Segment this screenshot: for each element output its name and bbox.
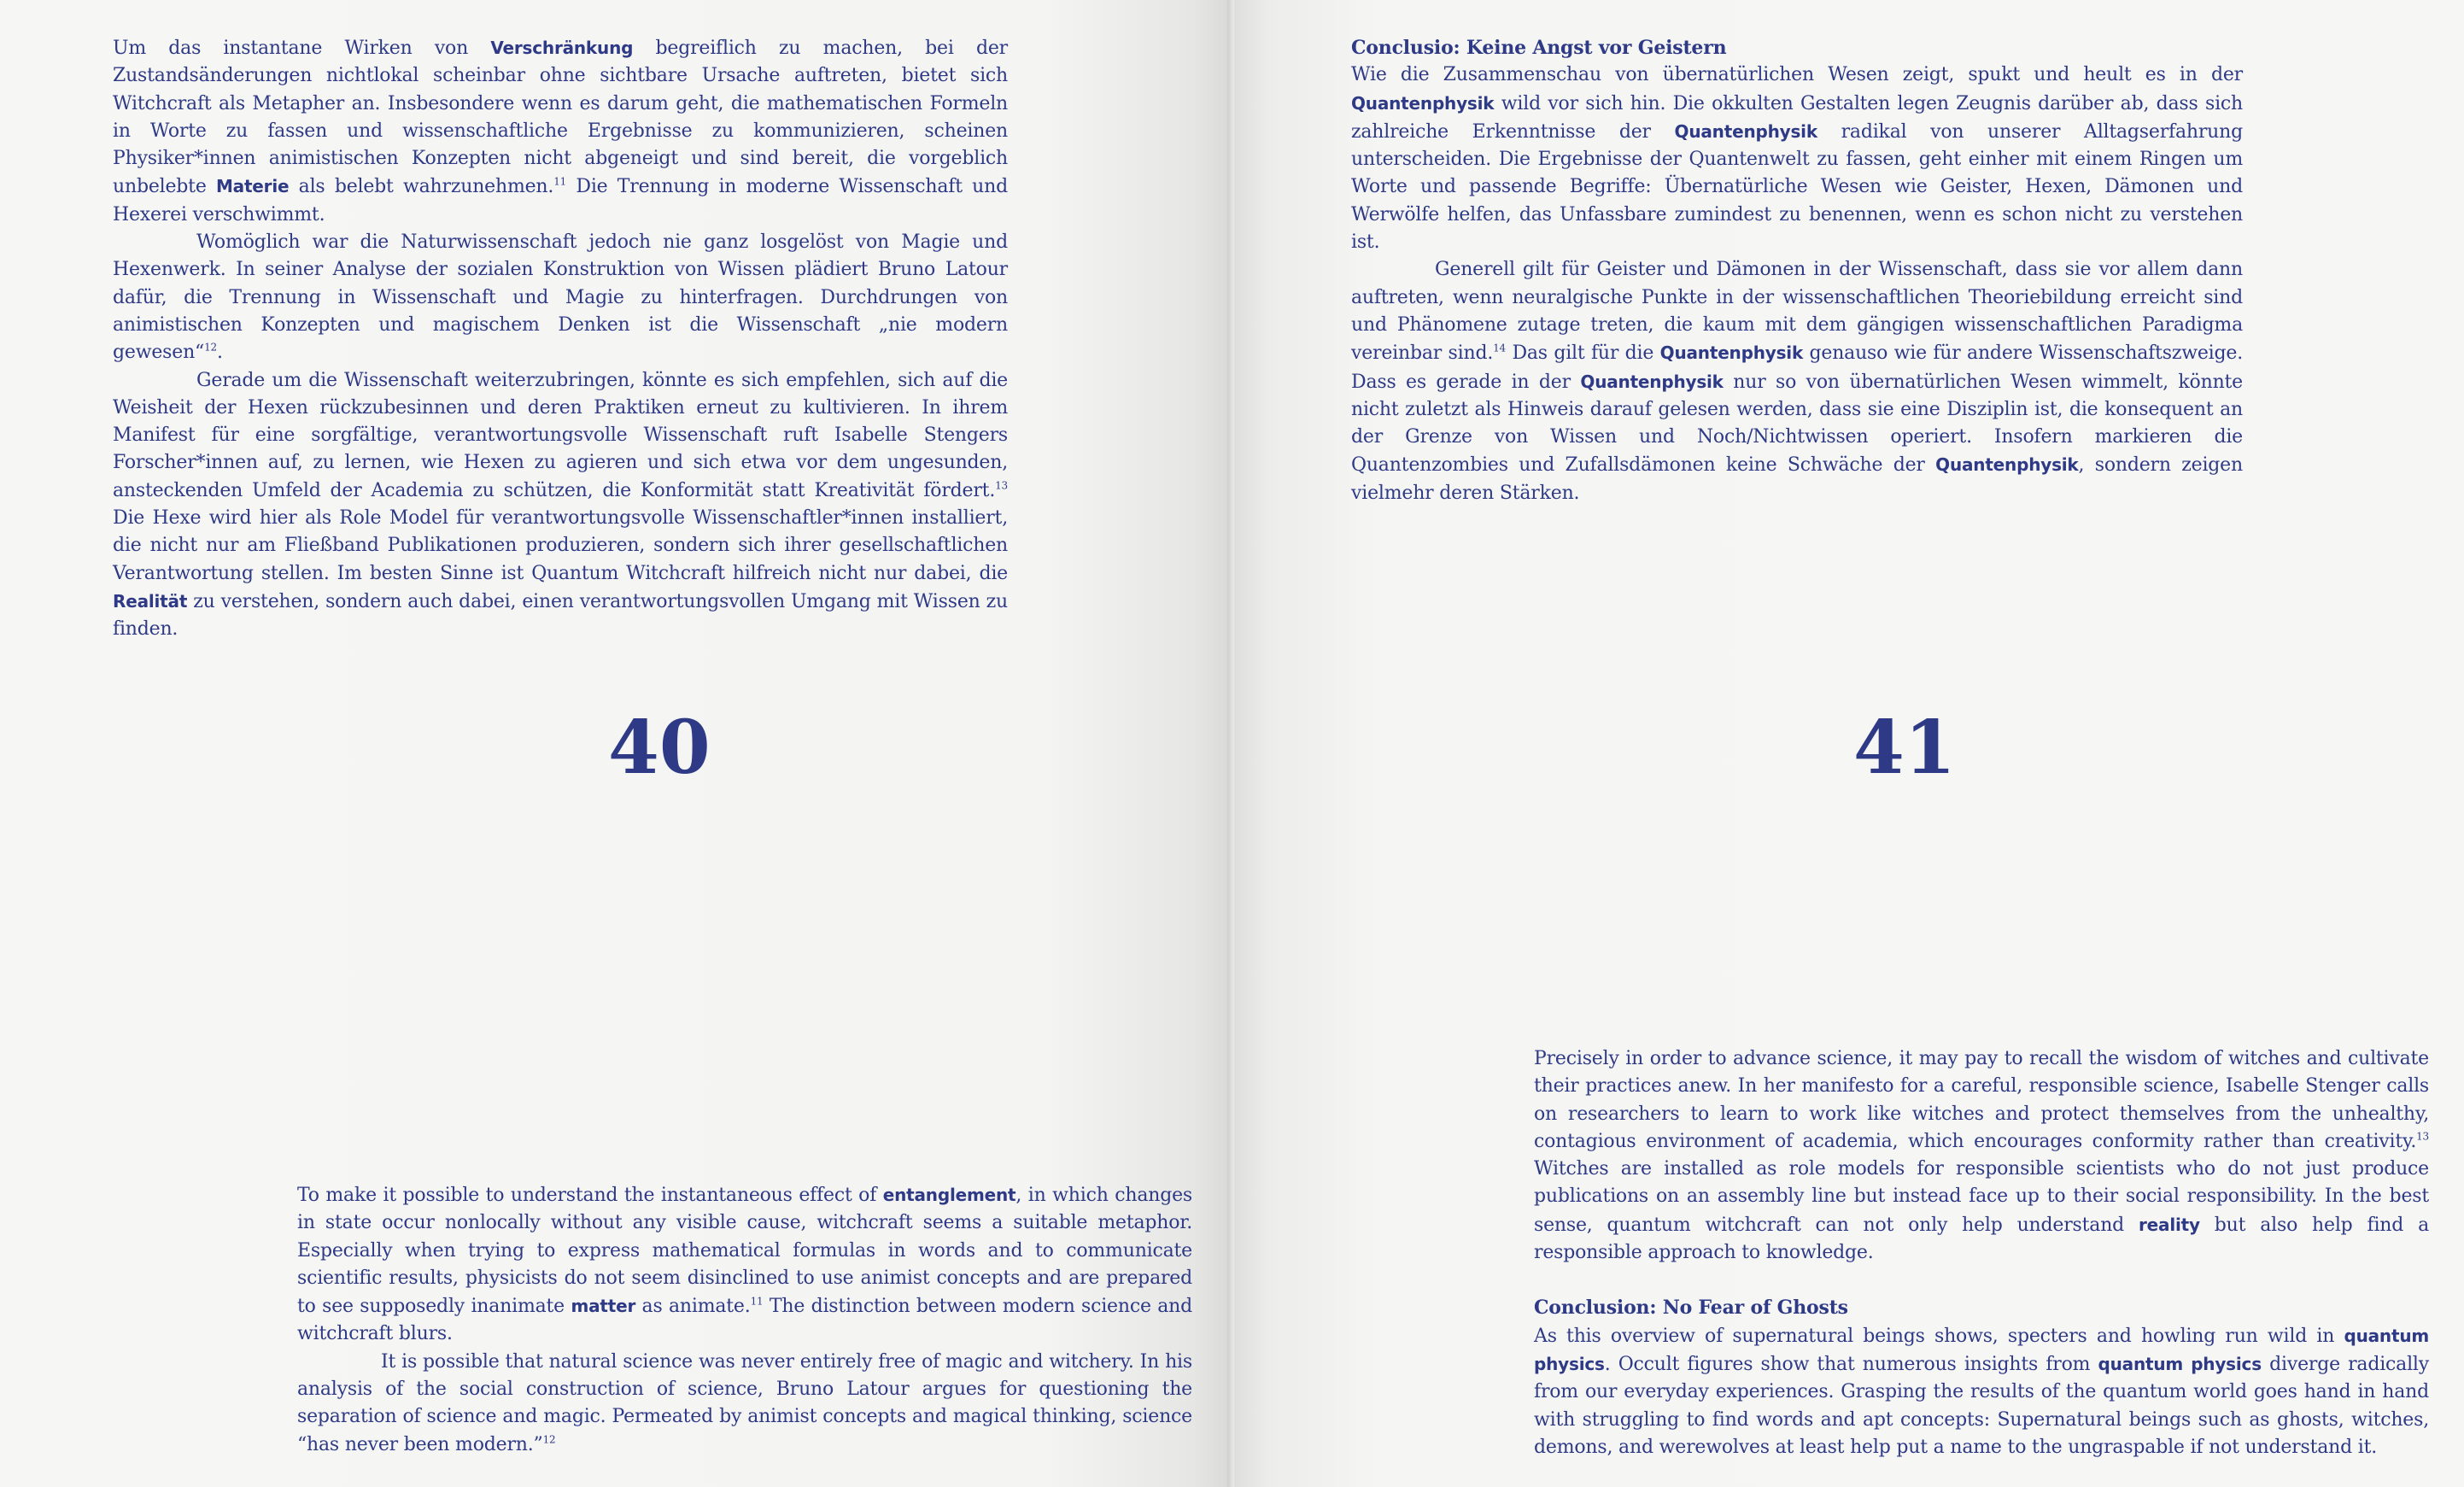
german-text-right bbox=[1351, 34, 2243, 507]
glossary-term: Quantenphysik bbox=[1659, 342, 1804, 364]
paragraph: Gerade um die Wissenschaft weiterzubringen, könnte es sich empfehlen, sich auf die Weisheit der Hexen rückzubesinnen und deren Praktiken erneut zu kultivieren. In ihrem Manifest für eine sorgfältige, verantwortungsvolle Wissenschaft ruft Isabelle Stengers Forscher*innen auf, zu lernen, wie Hexen zu agieren und sich etwa vor dem ungesunden, ansteckenden Umfeld der Academia zu schützen, die Konformität statt Kreativität fördert.$^{13}$ Die Hexe wird hier als Role Model für verantwortungsvolle Wissenschaftler*innen installiert, die nicht nur am Fließband Publikationen produzieren, sondern sich ihrer gesellschaftlichen Verantwortung stellen. Im besten Sinne ist Quantum Witchcraft hilfreich nicht nur dabei, die Realität zu verstehen, sondern auch dabei, einen verantwortungsvollen Umgang mit Wissen zu finden. bbox=[113, 369, 1008, 641]
glossary-term: matter bbox=[571, 1296, 636, 1317]
paragraph: Um das instantane Wirken von Verschränkung begreiflich zu machen, bei der Zustandsänderungen nichtlokal scheinbar ohne sichtbare Ursache auftreten, bietet sich Witchcraft als Metapher an. Insbesondere wenn es darum geht, die mathematischen Formeln in Worte zu fassen und wissenschaftliche Ergebnisse zu kommunizieren, scheinen Physiker*innen animistischen Konzepten nicht abgeneigt und sind bereit, die vorgeblich unbelebte Materie als belebt wahrzunehmen.$^{11}$ Die Trennung in moderne Wissenschaft und Hexerei verschwimmt. bbox=[113, 38, 1008, 225]
footnote-marker: 11 bbox=[553, 176, 567, 189]
footnote-marker: 14 bbox=[1493, 342, 1506, 354]
glossary-term: Verschränkung bbox=[490, 38, 634, 58]
glossary-term: quantum physics bbox=[2098, 1353, 2262, 1374]
page-number: 40 bbox=[608, 705, 711, 791]
paragraph: To make it possible to understand the instantaneous effect of entanglement, in which changes in state occur nonlocally without any visible cause, witchcraft seems a suitable metaphor. Especially when trying to express mathematical formulas in words and to communicate scientific results, physicists do not seem disinclined to use animist concepts and are prepared to see supposedly inanimate matter as animate.$^{11}$ The distinction between modern science and witchcraft blurs. bbox=[297, 1185, 1192, 1345]
paragraph: Generell gilt für Geister und Dämonen in der Wissenschaft, dass sie vor allem dann auftreten, wenn neuralgische Punkte in der wissenschaftlichen Theoriebildung erreicht sind und Phänomene zutage treten, die kaum mit dem gängigen wissenschaftlichen Paradigma vereinbar sind.$^{14}$ Das gilt für die Quantenphysik genauso wie für andere Wissenschaftszweige. Dass es gerade in der Quantenphysik nur so von übernatürlichen Wesen wimmelt, könnte nicht zuletzt als Hinweis darauf gelesen werden, dass sie eine Disziplin ist, die konsequent an der Grenze von Wissen und Noch/Nichtwissen operiert. Insofern markieren die Quantenzombies und Zufallsdämonen keine Schwäche der Quantenphysik, sondern zeigen vielmehr deren Stärken. bbox=[1351, 259, 2243, 504]
glossary-term: Materie bbox=[215, 176, 290, 197]
book-gutter bbox=[1227, 0, 1234, 1487]
paragraph: As this overview of supernatural beings shows, specters and howling run wild in quantum physics. Occult figures show that numerous insights from quantum physics diverge radically from our everyday experiences. Grasping the results of the quantum world goes hand in hand with struggling to find words and apt concepts: Supernatural beings such as ghosts, witches, demons, and werewolves at least help put a name to the ungraspable if not understand it. bbox=[1534, 1325, 2429, 1458]
glossary-term: Quantenphysik bbox=[1351, 92, 1495, 114]
right-page bbox=[1230, 0, 2464, 1487]
english-text-left bbox=[297, 1181, 1192, 1459]
german-text-left bbox=[113, 34, 1008, 644]
glossary-term: Quantenphysik bbox=[1935, 454, 2079, 476]
glossary-term: Realität bbox=[113, 590, 188, 612]
footnote-marker: 13 bbox=[995, 479, 1008, 492]
glossary-term: Quantenphysik bbox=[1580, 371, 1724, 392]
glossary-term: quantum physics bbox=[1534, 1325, 2429, 1374]
footnote-marker: 13 bbox=[2416, 1130, 2429, 1143]
paragraph: Womöglich war die Naturwissenschaft jedoch nie ganz losgelöst von Magie und Hexenwerk. In seiner Analyse der sozialen Konstruktion von Wissen plädiert Bruno Latour dafür, die Trennung in Wissenschaft und Magie zu hinterfragen. Durchdrungen von animistischen Konzepten und magischem Denken ist die Wissenschaft „nie modern gewesen“$^{12}$. bbox=[113, 231, 1008, 364]
english-text-right bbox=[1534, 1045, 2429, 1461]
footnote-marker: 12 bbox=[542, 1433, 556, 1446]
glossary-term: reality bbox=[2139, 1214, 2200, 1235]
section-heading: Conclusio: Keine Angst vor Geistern bbox=[1351, 37, 1727, 59]
footnote-marker: 11 bbox=[750, 1295, 764, 1308]
section-heading: Conclusion: No Fear of Ghosts bbox=[1534, 1297, 1848, 1320]
paragraph: Wie die Zusammenschau von übernatürlichen Wesen zeigt, spukt und heult es in der Quantenphysik wild vor sich hin. Die okkulten Gestalten legen Zeugnis darüber ab, dass sich zahlreiche Erkenntnisse der Quantenphysik radikal von unserer Alltagserfahrung unterscheiden. Die Ergebnisse der Quantenwelt zu fassen, geht einher mit einem Ringen um Worte und passende Begriffe: Übernatürliche Wesen wie Geister, Hexen, Dämonen und Werwölfe helfen, das Unfassbare zumindest zu benennen, wenn es schon nicht zu verstehen ist. bbox=[1351, 64, 2243, 254]
glossary-term: Quantenphysik bbox=[1674, 120, 1817, 142]
glossary-term: entanglement bbox=[882, 1185, 1016, 1205]
paragraph: It is possible that natural science was never entirely free of magic and witchery. In his analysis of the social construction of science, Bruno Latour argues for questioning the separation of science and magic. Permeated by animist concepts and magical thinking, science “has never been modern.”$^{12}$ bbox=[297, 1350, 1192, 1455]
footnote-marker: 12 bbox=[204, 341, 217, 354]
left-page bbox=[0, 0, 1230, 1487]
page-number: 41 bbox=[1853, 705, 1956, 791]
paragraph: Precisely in order to advance science, it may pay to recall the wisdom of witches and cultivate their practices anew. In her manifesto for a careful, responsible science, Isabelle Stenger calls on researchers to learn to work like witches and protect themselves from the unhealthy, contagious environment of academia, which encourages conformity rather than creativity.$^{13}$ Witches are installed as role models for responsible scientists who do not just produce publications on an assembly line but instead face up to their social responsibility. In the best sense, quantum witchcraft can not only help understand reality but also help find a responsible approach to knowledge. bbox=[1534, 1048, 2430, 1264]
